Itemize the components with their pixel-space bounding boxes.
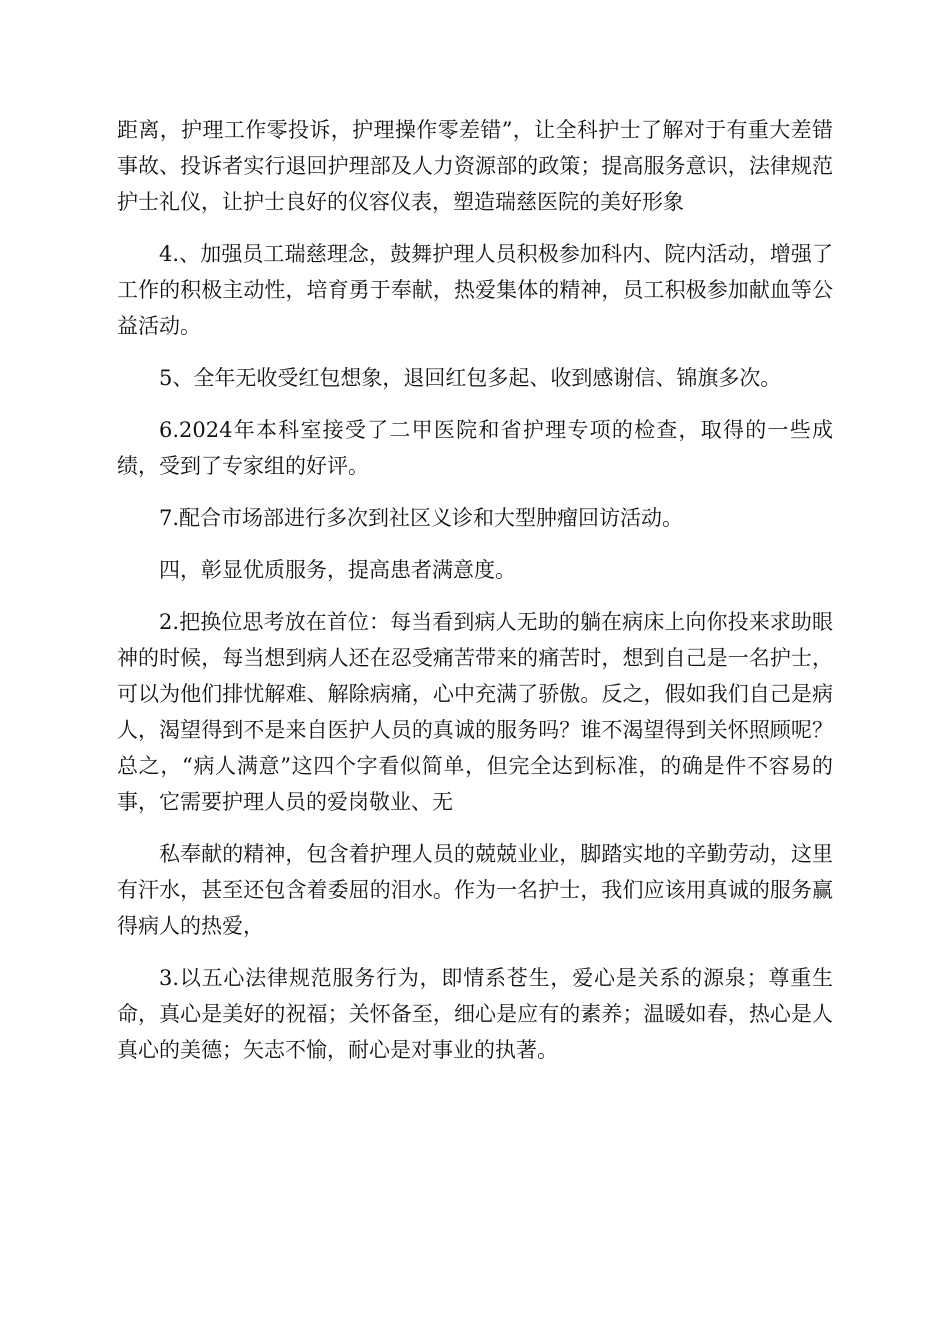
paragraph-item-5: 5、全年无收受红包想象，退回红包多起、收到感谢信、锦旗多次。 (159, 366, 782, 390)
paragraph-continuation: 距离，护理工作零投诉，护理操作零差错”，让全科护士了解对于有重大差错事故、投诉者实行退回护理部及人力资源部的政策；提高服务意识，法律规范护士礼仪，让护士良好的仪容仪表，塑造瑞慈医院的美好形象 (117, 118, 833, 214)
paragraph-item-7: 7.配合市场部进行多次到社区义诊和大型肿瘤回访活动。 (159, 506, 684, 530)
paragraph-item-2: 2.把换位思考放在首位：每当看到病人无助的躺在病床上向你投来求助眼神的时候，每当想到病人还在忍受痛苦带来的痛苦时，想到自己是一名护士，可以为他们排忧解难、解除病痛，心中充满了骄傲。反之，假如我们自己是病人，渴望得到不是来自医护人员的真诚的服务吗？谁不渴望得到关怀照顾呢？总之，“病人满意”这四个字看似简单，但完全达到标准，的确是件不容易的事，它需要护理人员的爱岗敬业、无 (117, 610, 833, 814)
paragraph-item-4: 4.、加强员工瑞慈理念，鼓舞护理人员积极参加科内、院内活动，增强了工作的积极主动性，培育勇于奉献，热爱集体的精神，员工积极参加献血等公益活动。 (117, 242, 833, 338)
paragraph-item-3: 3.以五心法律规范服务行为，即情系苍生，爱心是关系的源泉；尊重生命，真心是美好的祝福；关怀备至，细心是应有的素养；温暖如春，热心是人真心的美德；矢志不愉，耐心是对事业的执著。 (117, 966, 833, 1062)
paragraph-item-2-continued: 私奉献的精神，包含着护理人员的兢兢业业，脚踏实地的辛勤劳动，这里有汗水，甚至还包含着委屈的泪水。作为一名护士，我们应该用真诚的服务赢得病人的热爱， (117, 842, 833, 938)
section-heading-4: 四，彰显优质服务，提高患者满意度。 (159, 558, 516, 582)
document-body (117, 112, 833, 1084)
paragraph-item-6: 6.2024年本科室接受了二甲医院和省护理专项的检查，取得的一些成绩，受到了专家组的好评。 (117, 418, 833, 478)
